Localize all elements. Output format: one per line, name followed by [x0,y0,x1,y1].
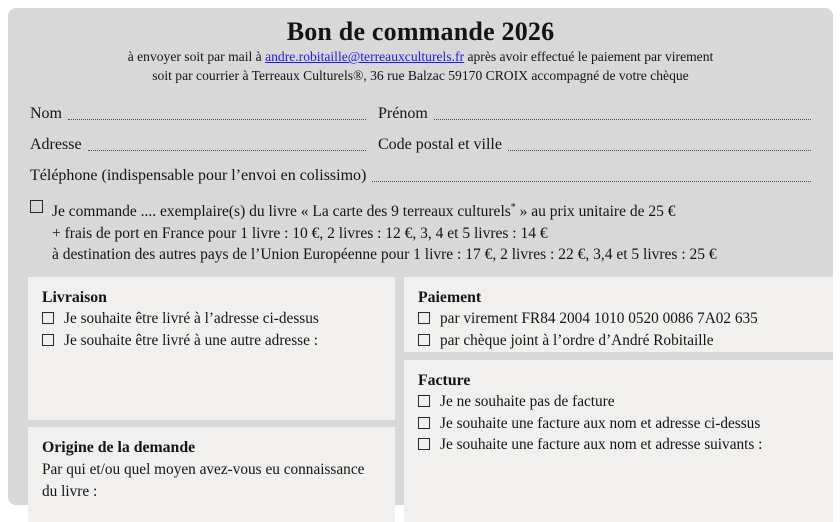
telephone-fill-line[interactable] [372,166,811,182]
adresse-fill-line[interactable] [88,135,366,151]
facture-option-3[interactable] [418,434,819,456]
checkbox-label: Je souhaite être livré à une autre adresse : [64,331,318,349]
order-line1-pre: Je commande .... exemplaire(s) du livre « La carte des 9 terreaux culturels [52,203,511,221]
checkbox[interactable] [418,417,430,429]
asterisk-mark: * [510,202,516,213]
nom-field [30,104,368,123]
checkbox-label: Je souhaite une facture aux nom et adresse ci-dessus [440,414,761,432]
checkbox-label: Je souhaite être livré à l’adresse ci-dessus [64,310,319,328]
order-line-1 [30,197,813,223]
field-row-3 [30,166,813,185]
telephone-field [30,166,813,185]
right-column [404,277,833,522]
adresse-field [30,135,368,154]
prenom-field [378,104,813,123]
identity-fields [30,104,813,185]
prenom-label: Prénom [378,105,428,122]
order-section [30,197,813,266]
box-livraison [28,277,395,420]
checkbox[interactable] [418,334,430,346]
box-facture [404,360,833,522]
livraison-option-2[interactable] [42,330,381,352]
form-title: Bon de commande 2026 [286,17,555,46]
left-column [28,277,395,522]
checkbox[interactable] [42,334,54,346]
order-form-page [8,8,833,505]
nom-label: Nom [30,105,62,122]
code-postal-fill-line[interactable] [508,135,811,151]
origine-title: Origine de la demande [42,438,196,456]
checkbox[interactable] [42,312,54,324]
subtitle-line2: soit par courrier à Terreaux Culturels®, 36 rue Balzac 59170 CROIX accompagné de votre chèque [152,67,689,83]
prenom-fill-line[interactable] [434,104,811,120]
livraison-title: Livraison [42,288,107,306]
facture-option-1[interactable] [418,391,819,413]
order-checkbox[interactable] [30,200,43,213]
facture-title: Facture [418,371,471,389]
order-line1-post: » au prix unitaire de 25 € [515,203,676,221]
checkbox-label: Je souhaite une facture aux nom et adresse suivants : [440,436,763,454]
checkbox[interactable] [418,395,430,407]
paiement-option-2[interactable] [418,330,819,352]
code-postal-field [378,135,813,154]
checkbox-label: Je ne souhaite pas de facture [440,393,615,411]
email-link[interactable]: andre.robitaille@terreauxculturels.fr [265,49,465,64]
box-origine [28,427,395,522]
origine-text: Par qui et/ou quel moyen avez-vous eu connaissance du livre : [42,461,365,500]
facture-option-2[interactable] [418,413,819,435]
adresse-label: Adresse [30,136,82,153]
telephone-label: Téléphone (indispensable pour l’envoi en colissimo) [30,167,367,184]
order-line1-text [52,197,675,223]
box-paiement [404,277,833,352]
checkbox[interactable] [418,438,430,450]
livraison-option-1[interactable] [42,308,381,330]
order-line-2: + frais de port en France pour 1 livre : 10 €, 2 livres : 12 €, 3, 4 et 5 livres : 14 € [52,224,548,242]
field-row-1 [30,104,813,123]
subtitle-line1-post: après avoir effectué le paiement par virement [464,49,714,64]
checkbox-label: par chèque joint à l’ordre d’André Robitaille [440,331,714,349]
nom-fill-line[interactable] [68,104,366,120]
subtitle-line1-pre: à envoyer soit par mail à [127,49,266,64]
checkbox-label: par virement FR84 2004 1010 0520 0086 7A02 635 [440,310,758,328]
code-postal-label: Code postal et ville [378,136,502,153]
order-line-3: à destination des autres pays de l’Union Européenne pour 1 livre : 17 €, 2 livres : 22 €, 3,4 et 5 livres : 25 € [52,246,717,264]
subtitle-line1 [8,49,833,65]
paiement-title: Paiement [418,288,482,306]
form-header [8,8,833,83]
checkbox[interactable] [418,312,430,324]
options-grid [28,277,833,522]
field-row-2 [30,135,813,154]
paiement-option-1[interactable] [418,308,819,330]
